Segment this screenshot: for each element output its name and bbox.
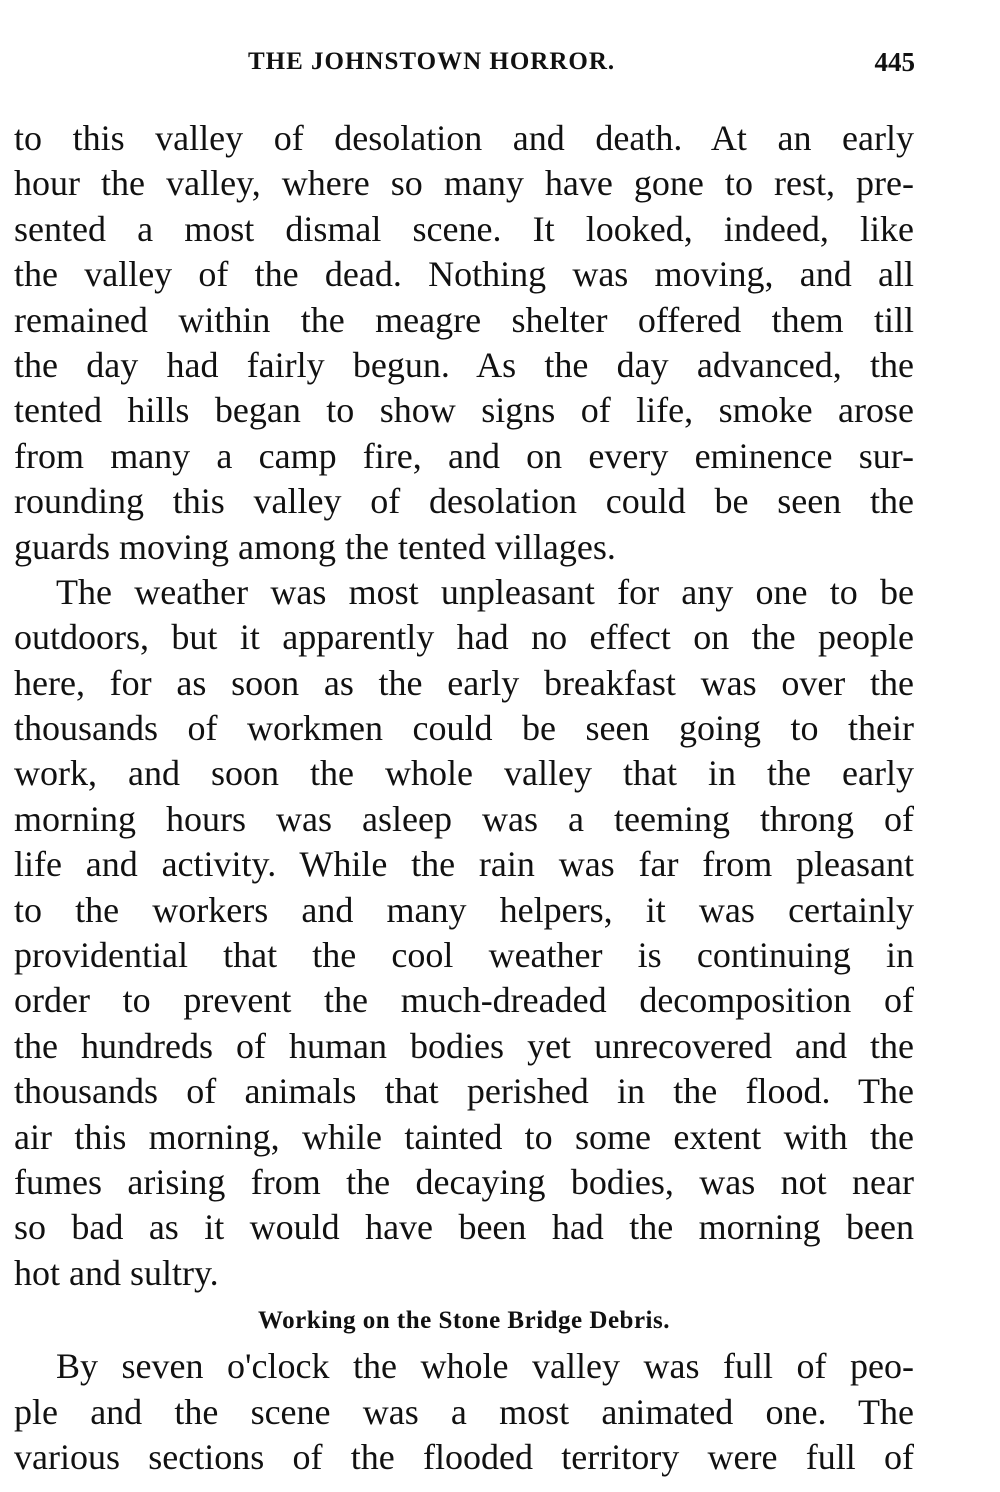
body-text [14,116,914,1480]
text-line: to the workers and many helpers, it was certainly [14,889,914,930]
text-line: thousands of animals that perished in the flood. The [14,1071,914,1112]
text-line: tented hills began to show signs of life, smoke arose [14,390,914,431]
text-line: By seven o'clock the whole valley was full of peo- [56,1346,914,1387]
text-line: outdoors, but it apparently had no effect on the people [14,617,914,658]
text-line: thousands of workmen could be seen going to their [14,708,914,749]
text-line: so bad as it would have been had the morning been [14,1207,914,1248]
text-line: air this morning, while tainted to some extent with the [14,1116,914,1157]
text-line: providential that the cool weather is continuing in [14,935,914,976]
text-line: ple and the scene was a most animated one. The [14,1391,914,1432]
text-line: work, and soon the whole valley that in the early [14,753,914,794]
text-line: various sections of the flooded territory were full of [14,1436,914,1477]
text-line: here, for as soon as the early breakfast was over the [14,662,914,703]
text-line: hot and sultry. [14,1252,219,1293]
text-line: life and activity. While the rain was far from pleasant [14,844,914,885]
page-number: 445 [874,47,915,77]
paragraph-2 [14,570,914,1296]
text-line: morning hours was asleep was a teeming throng of [14,798,914,839]
text-line: sented a most dismal scene. It looked, indeed, like [14,208,914,249]
text-line: the hundreds of human bodies yet unrecovered and the [14,1025,914,1066]
section-subheading: Working on the Stone Bridge Debris. [258,1307,670,1335]
text-line: order to prevent the much-dreaded decomposition of [14,980,914,1021]
text-line: hour the valley, where so many have gone to rest, pre- [14,163,914,204]
text-line: remained within the meagre shelter offered them till [14,299,914,340]
text-line: The weather was most unpleasant for any one to be [56,571,914,612]
running-title: THE JOHNSTOWN HORROR. [248,48,616,75]
text-line: the valley of the dead. Nothing was moving, and all [14,254,914,295]
text-line: the day had fairly begun. As the day advanced, the [14,344,914,385]
text-line: from many a camp fire, and on every eminence sur- [14,435,914,476]
text-line: guards moving among the tented villages. [14,526,616,567]
text-line: fumes arising from the decaying bodies, was not near [14,1161,914,1202]
text-line: rounding this valley of desolation could be seen the [14,481,914,522]
paragraph-3 [14,1344,914,1480]
text-line: to this valley of desolation and death. At an early [14,118,914,158]
paragraph-1 [14,116,914,570]
